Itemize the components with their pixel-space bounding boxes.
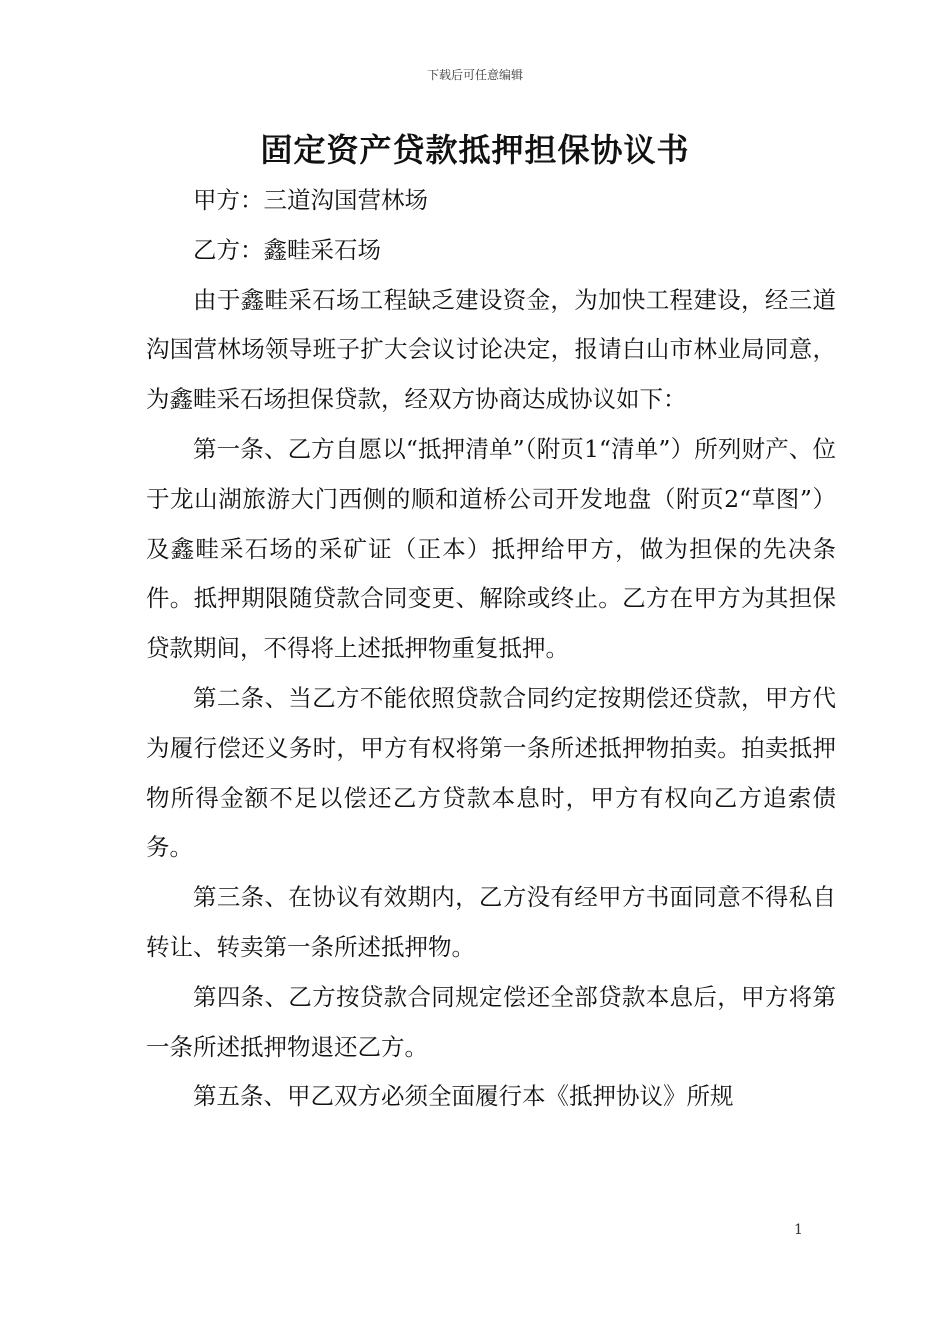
article-4-paragraph: 第四条、乙方按贷款合同规定偿还全部贷款本息后，甲方将第一条所述抵押物退还乙方。	[146, 982, 836, 1061]
article-3-paragraph: 第三条、在协议有效期内，乙方没有经甲方书面同意不得私自转让、转卖第一条所述抵押物。	[146, 883, 836, 961]
page-number: 1	[794, 1222, 803, 1238]
preamble-paragraph: 由于鑫畦采石场工程缺乏建设资金，为加快工程建设，经三道沟国营林场领导班子扩大会议讨论决定，报请白山市林业局同意，为鑫畦采石场担保贷款，经双方协商达成协议如下：	[146, 285, 836, 414]
article-1-paragraph: 第一条、乙方自愿以“抵押清单”（附页1“清单”）所列财产、位于龙山湖旅游大门西侧的顺和道桥公司开发地盘（附页2“草图”）及鑫畦采石场的采矿证（正本）抵押给甲方，做为担保的先决条件。抵押期限随贷款合同变更、解除或终止。乙方在甲方为其担保贷款期间，不得将上述抵押物重复抵押。	[146, 434, 836, 663]
header-note: 下载后可任意编辑	[426, 68, 523, 82]
article-2-paragraph: 第二条、当乙方不能依照贷款合同约定按期偿还贷款，甲方代为履行偿还义务时，甲方有权将第一条所述抵押物拍卖。拍卖抵押物所得金额不足以偿还乙方贷款本息时，甲方有权向乙方追索债务。	[146, 683, 836, 862]
party-a-line: 甲方：三道沟国营林场	[193, 186, 428, 214]
document-title: 固定资产贷款抵押担保协议书	[260, 131, 690, 169]
party-b-line: 乙方：鑫畦采石场	[193, 235, 381, 264]
document-body	[146, 176, 836, 1122]
article-5-paragraph: 第五条、甲乙双方必须全面履行本《抵押协议》所规	[193, 1082, 734, 1111]
